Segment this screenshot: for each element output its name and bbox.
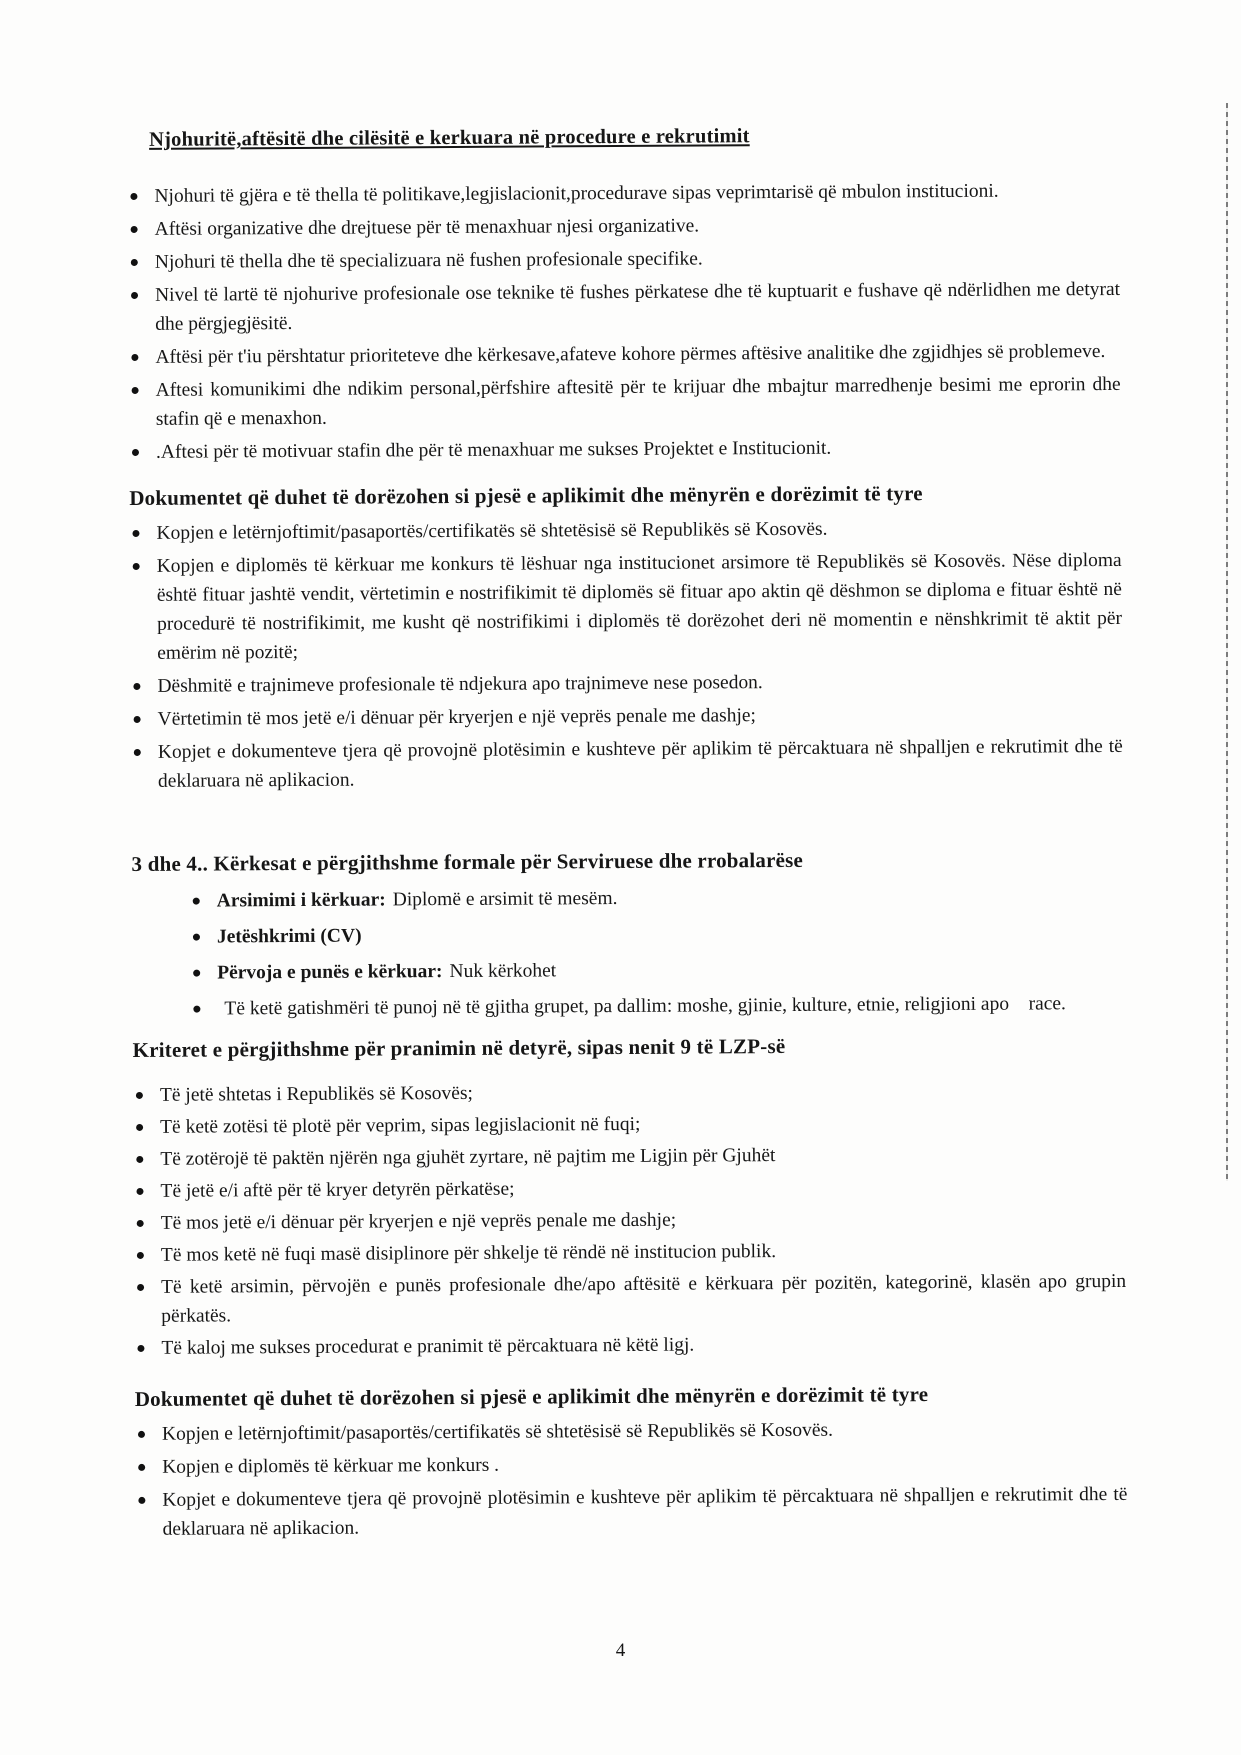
bullet-text: Të mos jetë e/i dënuar për kryerjen e një veprës penale me dashje;: [160, 1209, 677, 1234]
bullet-icon: [193, 934, 200, 941]
bullet-item: [134, 1267, 1132, 1331]
bullet-item: [135, 1480, 1133, 1544]
bullet-item: [129, 513, 1121, 548]
bullet-icon: [137, 1345, 144, 1352]
bullet-icon: [193, 898, 200, 905]
bullet-text: Diplomë e arsimit të mesëm.: [392, 888, 618, 911]
bullet-text: Aftesi komunikimi dhe ndikim personal,përfshire aftesitë për te krijuar dhe mbajtur marredhenje besimi me eprorin dhe stafin që e menaxhon.: [155, 373, 1126, 430]
bullet-item: [133, 1171, 1125, 1206]
bullet-icon: [131, 292, 138, 299]
bullet-text: Kopjen e letërnjoftimit/pasaportës/certifikatës së shtetësisë së Republikës së Kosovës.: [156, 518, 828, 544]
bullet-item: [128, 275, 1125, 339]
general-criteria-list: [133, 1075, 1132, 1363]
bullet-icon: [130, 193, 137, 200]
bullet-text: Kopjen e diplomës të kërkuar me konkurs të lëshuar nga institucionet arsimore të Republikës së Kosovës. Nëse diploma është fituar jashtë vendit, vërtetimin e nostrifikimit të diplomës së fituar apo aktin që dëshmon se diploma e fituar është në procedurë të nostrifikimit, me kusht që nostrifikimi i diplomës të dorëzohet deri në momentin e nënshkrimit të aktit për emërim në pozitë;: [156, 549, 1127, 664]
bullet-icon: [138, 1497, 145, 1504]
bullet-icon: [134, 749, 141, 756]
bullet-icon: [132, 387, 139, 394]
bullet-text: Të jetë e/i aftë për të kryer detyrën përkatëse;: [160, 1178, 515, 1202]
bullet-icon: [136, 1124, 143, 1131]
bullet-text: Të ketë gatishmëri të punoj në të gjitha grupet, pa dallim: moshe, gjinie, kulture, etnie, religjioni apo race.: [224, 993, 1066, 1020]
document-title: Njohuritë,aftësitë dhe cilësitë e kerkuara në procedure e rekrutimit: [149, 125, 750, 151]
bullet-item: [190, 917, 1124, 952]
bullet-icon: [193, 1006, 200, 1013]
bullet-item: [134, 1203, 1126, 1238]
bullet-text: Aftësi për t'iu përshtatur prioriteteve dhe kërkesave,afateve kohore përmes aftësive analitike dhe zgjidhjes së problemeve.: [155, 341, 1106, 368]
bullet-item: [131, 699, 1123, 734]
bullet-text: Kopjen e diplomës të kërkuar me konkurs .: [162, 1454, 500, 1478]
bullet-icon: [131, 259, 138, 266]
bullet-item: [128, 209, 1120, 244]
bullet-icon: [137, 1252, 144, 1259]
heading-documents-to-submit-1: Dokumentet që duhet të dorëzohen si pjesë e aplikimit dhe mënyrën e dorëzimit të tyre: [129, 481, 923, 510]
bullet-text: Njohuri të thella dhe të specializuara në fushen profesionale specifike.: [154, 248, 703, 273]
bullet-icon: [137, 1284, 144, 1291]
bullet-item: [134, 1328, 1126, 1363]
bullet-item: [133, 1075, 1125, 1110]
bullet-icon: [132, 530, 139, 537]
bullet-icon: [136, 1156, 143, 1163]
bullet-text: Kopjen e letërnjoftimit/pasaportës/certifikatës së shtetësisë së Republikës së Kosovës.: [161, 1419, 833, 1445]
bullet-icon: [136, 1092, 143, 1099]
bullet-item: [190, 953, 1124, 988]
documents-list-2: [135, 1414, 1133, 1544]
bullet-text: Nuk kërkohet: [449, 960, 557, 983]
bullet-item: [128, 337, 1120, 372]
bullet-text: Kopjet e dokumenteve tjera që provojnë plotësimin e kushteve për aplikim të përcaktuara në shpalljen e rekrutimit dhe të deklaruara në aplikacion.: [162, 1483, 1133, 1540]
bullet-text: Dëshmitë e trajnimeve profesionale të ndjekura apo trajnimeve nese posedon.: [157, 672, 763, 697]
bullet-text: Nivel të lartë të njohurive profesionale ose teknike të fushes përkatese dhe të kuptuarit e fushave që ndërlidhen me detyrat dhe përgjegjësitë.: [154, 278, 1125, 335]
bullet-item: [129, 432, 1121, 467]
heading-formal-requirements: 3 dhe 4.. Kërkesat e përgjithshme formale për Serviruese dhe rrobalarëse: [131, 847, 804, 876]
bullet-text: Vërtetimin të mos jetë e/i dënuar për kryerjen e një veprës penale me dashje;: [157, 705, 756, 730]
documents-list-1: [129, 513, 1128, 796]
bullet-item: [135, 1414, 1127, 1449]
bullet-text: Të zotërojë të paktën njërën nga gjuhët zyrtare, në pajtim me Ligjin për Gjuhët: [160, 1145, 776, 1170]
bullet-item: [133, 1107, 1125, 1142]
scan-artifact-line: [1226, 103, 1228, 1181]
bullet-item: [129, 370, 1126, 434]
bullet-item: [131, 732, 1128, 796]
bullet-item: [190, 881, 1124, 916]
bullet-icon: [138, 1431, 145, 1438]
bullet-icon: [133, 563, 140, 570]
bullet-item: [133, 1139, 1125, 1174]
page-number: 4: [615, 1640, 626, 1661]
bullet-item: [135, 1447, 1127, 1482]
bullet-text: Të ketë arsimin, përvojën e punës profesionale dhe/apo aftësitë e kërkuara për pozitën, kategorinë, klasën apo grupin përkatës.: [161, 1270, 1132, 1327]
bullet-item: [134, 1235, 1126, 1270]
bullet-icon: [132, 449, 139, 456]
bullet-text: .Aftesi për të motivuar stafin dhe për të menaxhuar me sukses Projektet e Institucionit.: [155, 437, 832, 463]
bullet-text: Të kaloj me sukses procedurat e pranimit të përcaktuara në këtë ligj.: [161, 1334, 695, 1359]
bullet-icon: [193, 970, 200, 977]
heading-documents-to-submit-2: Dokumentet që duhet të dorëzohen si pjesë e aplikimit dhe mënyrën e dorëzimit të tyre: [134, 1382, 929, 1411]
bullet-text: Kopjet e dokumenteve tjera që provojnë plotësimin e kushteve për aplikim të përcaktuara në shpalljen e rekrutimit dhe të deklaruara në aplikacion.: [157, 735, 1128, 792]
bullet-text: Aftësi organizative dhe drejtuese për të menaxhuar njesi organizative.: [154, 215, 700, 240]
bullet-icon: [134, 716, 141, 723]
bullet-item: [130, 666, 1122, 701]
bullet-item: [190, 989, 1124, 1024]
bullet-icon: [133, 683, 140, 690]
bullet-item: [128, 242, 1120, 277]
knowledge-skills-list: [127, 176, 1126, 467]
bullet-icon: [131, 354, 138, 361]
bullet-text: Të ketë zotësi të plotë për veprim, sipas legjislacionit në fuqi;: [160, 1113, 641, 1138]
formal-requirements-list: [190, 881, 1125, 1024]
bullet-lead-bold: Arsimimi i kërkuar:: [216, 889, 386, 912]
bullet-icon: [138, 1464, 145, 1471]
bullet-icon: [136, 1188, 143, 1195]
bullet-text: Njohuri të gjëra e të thella të politikave,legjislacionit,procedurave sipas veprimtarisë që mbulon institucioni.: [154, 180, 999, 207]
bullet-item: [127, 176, 1119, 211]
bullet-item: [130, 546, 1127, 668]
bullet-lead-bold: Jetëshkrimi (CV): [216, 925, 362, 948]
document-content: [127, 120, 1133, 1548]
bullet-icon: [137, 1220, 144, 1227]
bullet-lead-bold: Përvoja e punës e kërkuar:: [217, 961, 443, 984]
heading-general-criteria: Kriteret e përgjithshme për pranimin në detyrë, sipas nenit 9 të LZP-së: [132, 1033, 786, 1062]
bullet-text: Të jetë shtetas i Republikës së Kosovës;: [159, 1082, 474, 1106]
bullet-icon: [131, 226, 138, 233]
bullet-text: Të mos ketë në fuqi masë disiplinore për shkelje të rëndë në institucion publik.: [160, 1241, 777, 1266]
